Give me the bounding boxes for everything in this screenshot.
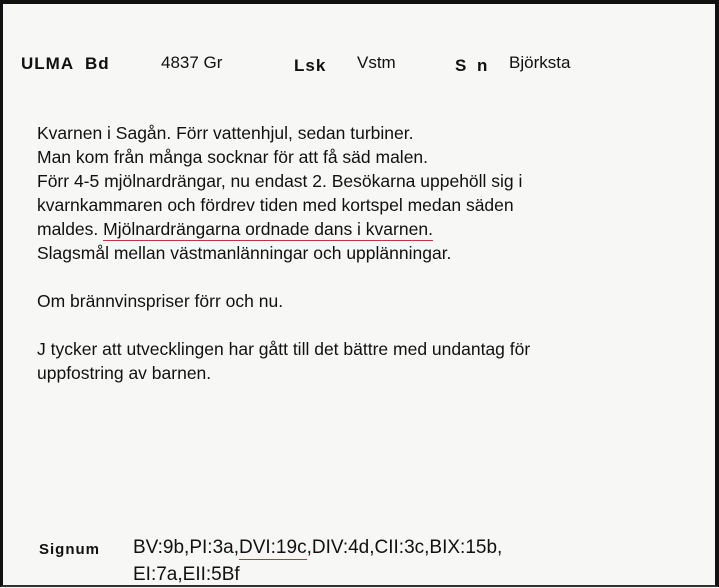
signum-line-2: EI:7a,EII:5Bf: [133, 564, 240, 585]
underlined-phrase: Mjölnardrängarna ordnade dans i kvarnen.: [103, 219, 433, 239]
body-line-7: Om brännvinspriser förr och nu.: [37, 291, 284, 311]
body-line-1: Kvarnen i Sagån. Förr vattenhjul, sedan turbiner.: [37, 123, 414, 143]
sn-value: Björksta: [509, 53, 571, 72]
signum-values: [133, 534, 502, 588]
ulma-label: ULMA: [21, 54, 75, 73]
signum-line-1: [133, 534, 502, 561]
sn-label: S n: [455, 56, 491, 75]
body-line-9: uppfostring av barnen.: [37, 363, 212, 383]
paragraph-gap: [37, 265, 697, 289]
bd-value: 4837 Gr: [161, 53, 223, 72]
body-line-3: Förr 4-5 mjölnardrängar, nu endast 2. Besökarna uppehöll sig i: [37, 171, 523, 191]
signum-label: Signum: [39, 541, 100, 558]
lsk-label: Lsk: [294, 56, 327, 75]
body-line-5-start: maldes.: [37, 219, 104, 239]
body-line-8: J tycker att utvecklingen har gått till det bättre med undantag för: [37, 339, 531, 359]
paragraph-gap: [37, 313, 697, 337]
signum-part-1: BV:9b,PI:3a,: [133, 537, 239, 558]
body-line-2: Man kom från många socknar för att få säd malen.: [37, 147, 429, 167]
body-line-6: Slagsmål mellan västmanlänningar och upplänningar.: [37, 243, 452, 263]
signum-underlined-code: DVI:19c: [238, 537, 307, 558]
body-line-5: [37, 217, 697, 241]
lsk-value: Vstm: [357, 53, 396, 72]
bd-label: Bd: [85, 54, 110, 73]
body-line-4: kvarnkammaren och fördrev tiden med kortspel medan säden: [37, 195, 514, 215]
card-body: [37, 121, 697, 385]
signum-part-3: ,DIV:4d,CII:3c,BIX:15b,: [306, 537, 503, 558]
